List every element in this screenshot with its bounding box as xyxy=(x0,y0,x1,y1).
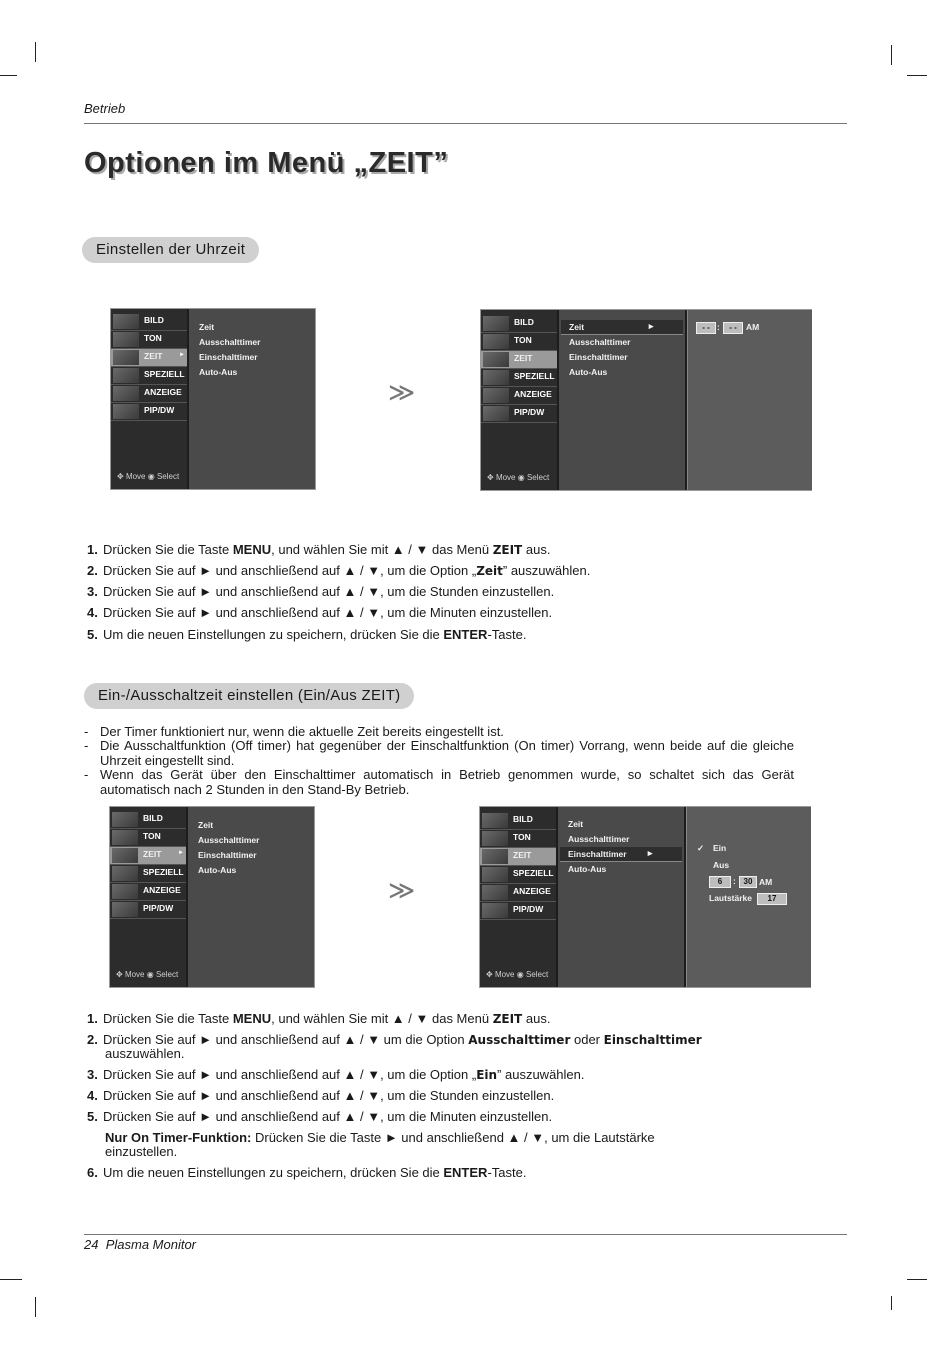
osd-menu-item-zeit: ZEIT xyxy=(480,848,556,866)
crop-mark xyxy=(891,1296,892,1310)
move-icon: ✥ xyxy=(117,472,124,481)
step-1-4: 4. Drücken Sie auf ► und anschließend auf ▲ / ▼, um die Minuten einzustellen. xyxy=(87,605,553,620)
running-header: Betrieb xyxy=(84,101,126,116)
osd-menu-item-ton: TON xyxy=(480,830,556,848)
move-icon: ✥ xyxy=(486,970,493,979)
select-icon: ◉ xyxy=(516,970,524,979)
osd-main-menu xyxy=(111,309,187,489)
minute-field: - - xyxy=(723,322,743,334)
note-1: - Der Timer funktioniert nur, wenn die aktuelle Zeit bereits eingestellt ist. xyxy=(84,724,504,739)
page-title: Optionen im Menü „ZEIT” xyxy=(84,147,449,179)
osd-menu-item-ton: TON xyxy=(481,333,557,351)
hour-field: 6 xyxy=(709,876,731,888)
move-icon: ✥ xyxy=(487,473,494,482)
step-2-5: 5. Drücken Sie auf ► und anschließend auf ▲ / ▼, um die Minuten einzustellen. xyxy=(87,1109,553,1124)
osd-zeit-menu xyxy=(110,308,316,490)
osd-zeit-submenu: Zeit Ausschalttimer Einschalttimer Auto-Aus xyxy=(189,309,315,489)
crop-mark xyxy=(0,75,17,76)
crop-mark xyxy=(907,1279,927,1280)
step-2-4: 4. Drücken Sie auf ► und anschließend auf ▲ / ▼, um die Stunden einzustellen. xyxy=(87,1088,555,1103)
crop-mark xyxy=(35,1297,36,1317)
osd-menu-item-bild: BILD xyxy=(480,812,556,830)
step-2-2: 2. Drücken Sie auf ► und anschließend auf ▲ / ▼ um die Option Ausschalttimer oder Einschalttimer xyxy=(87,1032,702,1047)
osd-menu-item-anzeige: ANZEIGE xyxy=(480,884,556,902)
move-icon: ✥ xyxy=(116,970,123,979)
osd-menu-item-anzeige: ANZEIGE xyxy=(481,387,557,405)
minute-field: 30 xyxy=(739,876,757,888)
step-1-1: 1. Drücken Sie die Taste MENU, und wählen Sie mit ▲ / ▼ das Menü ZEIT aus. xyxy=(87,542,551,557)
step-2-1: 1. Drücken Sie die Taste MENU, und wählen Sie mit ▲ / ▼ das Menü ZEIT aus. xyxy=(87,1011,551,1026)
crop-mark xyxy=(35,42,36,62)
check-icon: ✓ xyxy=(697,843,705,853)
volume-field: 17 xyxy=(757,893,787,905)
osd-menu-item-bild: BILD xyxy=(110,811,186,829)
header-rule xyxy=(84,123,847,124)
osd-menu-item-pip: PIP/DW xyxy=(480,902,556,920)
select-icon: ◉ xyxy=(517,473,525,482)
osd-zeit-clock xyxy=(480,309,812,491)
osd-menu-item-bild: BILD xyxy=(111,313,187,331)
osd-menu-item-bild: BILD xyxy=(481,315,557,333)
step-2-3: 3. Drücken Sie auf ► und anschließend auf ▲ / ▼, um die Option „Ein” auszuwählen. xyxy=(87,1067,585,1082)
osd-menu-item-anzeige: ANZEIGE xyxy=(111,385,187,403)
osd-menu-item-anzeige: ANZEIGE xyxy=(110,883,186,901)
step-1-5: 5. Um die neuen Einstellungen zu speichern, drücken Sie die ENTER-Taste. xyxy=(87,627,527,642)
footer-rule xyxy=(84,1234,847,1235)
osd-menu-item-speziell: SPEZIELL xyxy=(110,865,186,883)
osd-menu-item-zeit: ZEIT ► xyxy=(110,847,186,865)
step-2-2-cont: auszuwählen. xyxy=(105,1046,185,1061)
note-3: - Wenn das Gerät über den Einschalttimer automatisch in Betrieb genommen wurde, so schaltet sich das Gerät automatisch nach 2 Stunden in den Stand-By Betrieb. xyxy=(84,767,794,797)
osd-hint: ✥ Move ◉ Select xyxy=(116,970,179,979)
next-arrow-icon: ≫ xyxy=(388,377,416,407)
product-name: Plasma Monitor xyxy=(105,1237,197,1252)
osd-menu-item-speziell: SPEZIELL xyxy=(111,367,187,385)
page-footer xyxy=(84,1237,196,1252)
step-2-6: 6. Um die neuen Einstellungen zu speichern, drücken Sie die ENTER-Taste. xyxy=(87,1165,527,1180)
note-2: - Die Ausschaltfunktion (Off timer) hat gegenüber der Einschaltfunktion (On timer) Vorrang, wenn beide auf die gleiche Uhrzeit eingestellt sind. xyxy=(84,738,794,768)
page-number: 24 xyxy=(84,1237,99,1252)
select-icon: ◉ xyxy=(146,970,154,979)
next-arrow-icon: ≫ xyxy=(388,875,416,905)
section-heading-timer: Ein-/Ausschaltzeit einstellen (Ein/Aus ZEIT) xyxy=(84,683,414,709)
osd-menu-item-pip: PIP/DW xyxy=(481,405,557,423)
osd-zeit-submenu: Zeit Ausschalttimer Einschalttimer ► Auto-Aus xyxy=(558,807,684,987)
osd-main-menu xyxy=(480,807,556,987)
osd-menu-item-speziell: SPEZIELL xyxy=(481,369,557,387)
osd-menu-item-pip: PIP/DW xyxy=(111,403,187,421)
osd-menu-item-pip: PIP/DW xyxy=(110,901,186,919)
osd-menu-item-ton: TON xyxy=(111,331,187,349)
on-timer-note-cont: einzustellen. xyxy=(105,1144,178,1159)
osd-clock-panel: - - : - - AM xyxy=(687,310,812,490)
osd-menu-item-ton: TON xyxy=(110,829,186,847)
osd-main-menu xyxy=(481,310,557,490)
osd-timer-panel: ✓ Ein Aus 6 : 30 AM Lautstärke 17 xyxy=(686,807,811,987)
crop-mark xyxy=(907,75,927,76)
on-timer-note: Nur On Timer-Funktion: Drücken Sie die Taste ► und anschließend ▲ / ▼, um die Lautstärke xyxy=(105,1130,655,1145)
osd-menu-item-zeit: ZEIT ► xyxy=(111,349,187,367)
osd-menu-item-zeit: ZEIT xyxy=(481,351,557,369)
hour-field: - - xyxy=(696,322,716,334)
section-heading-clock: Einstellen der Uhrzeit xyxy=(82,237,259,263)
select-icon: ◉ xyxy=(147,472,155,481)
osd-hint: ✥ Move ◉ Select xyxy=(487,473,550,482)
osd-zeit-menu-2 xyxy=(109,806,315,988)
osd-zeit-submenu: Zeit Ausschalttimer Einschalttimer Auto-Aus xyxy=(188,807,314,987)
crop-mark xyxy=(891,45,892,65)
step-1-2: 2. Drücken Sie auf ► und anschließend auf ▲ / ▼, um die Option „Zeit” auszuwählen. xyxy=(87,563,591,578)
osd-hint: ✥ Move ◉ Select xyxy=(117,472,180,481)
crop-mark xyxy=(0,1279,22,1280)
osd-timer xyxy=(479,806,811,988)
osd-zeit-submenu: Zeit ► Ausschalttimer Einschalttimer Auto-Aus xyxy=(559,310,685,490)
step-1-3: 3. Drücken Sie auf ► und anschließend auf ▲ / ▼, um die Stunden einzustellen. xyxy=(87,584,555,599)
osd-main-menu xyxy=(110,807,186,987)
osd-hint: ✥ Move ◉ Select xyxy=(486,970,549,979)
osd-menu-item-speziell: SPEZIELL xyxy=(480,866,556,884)
